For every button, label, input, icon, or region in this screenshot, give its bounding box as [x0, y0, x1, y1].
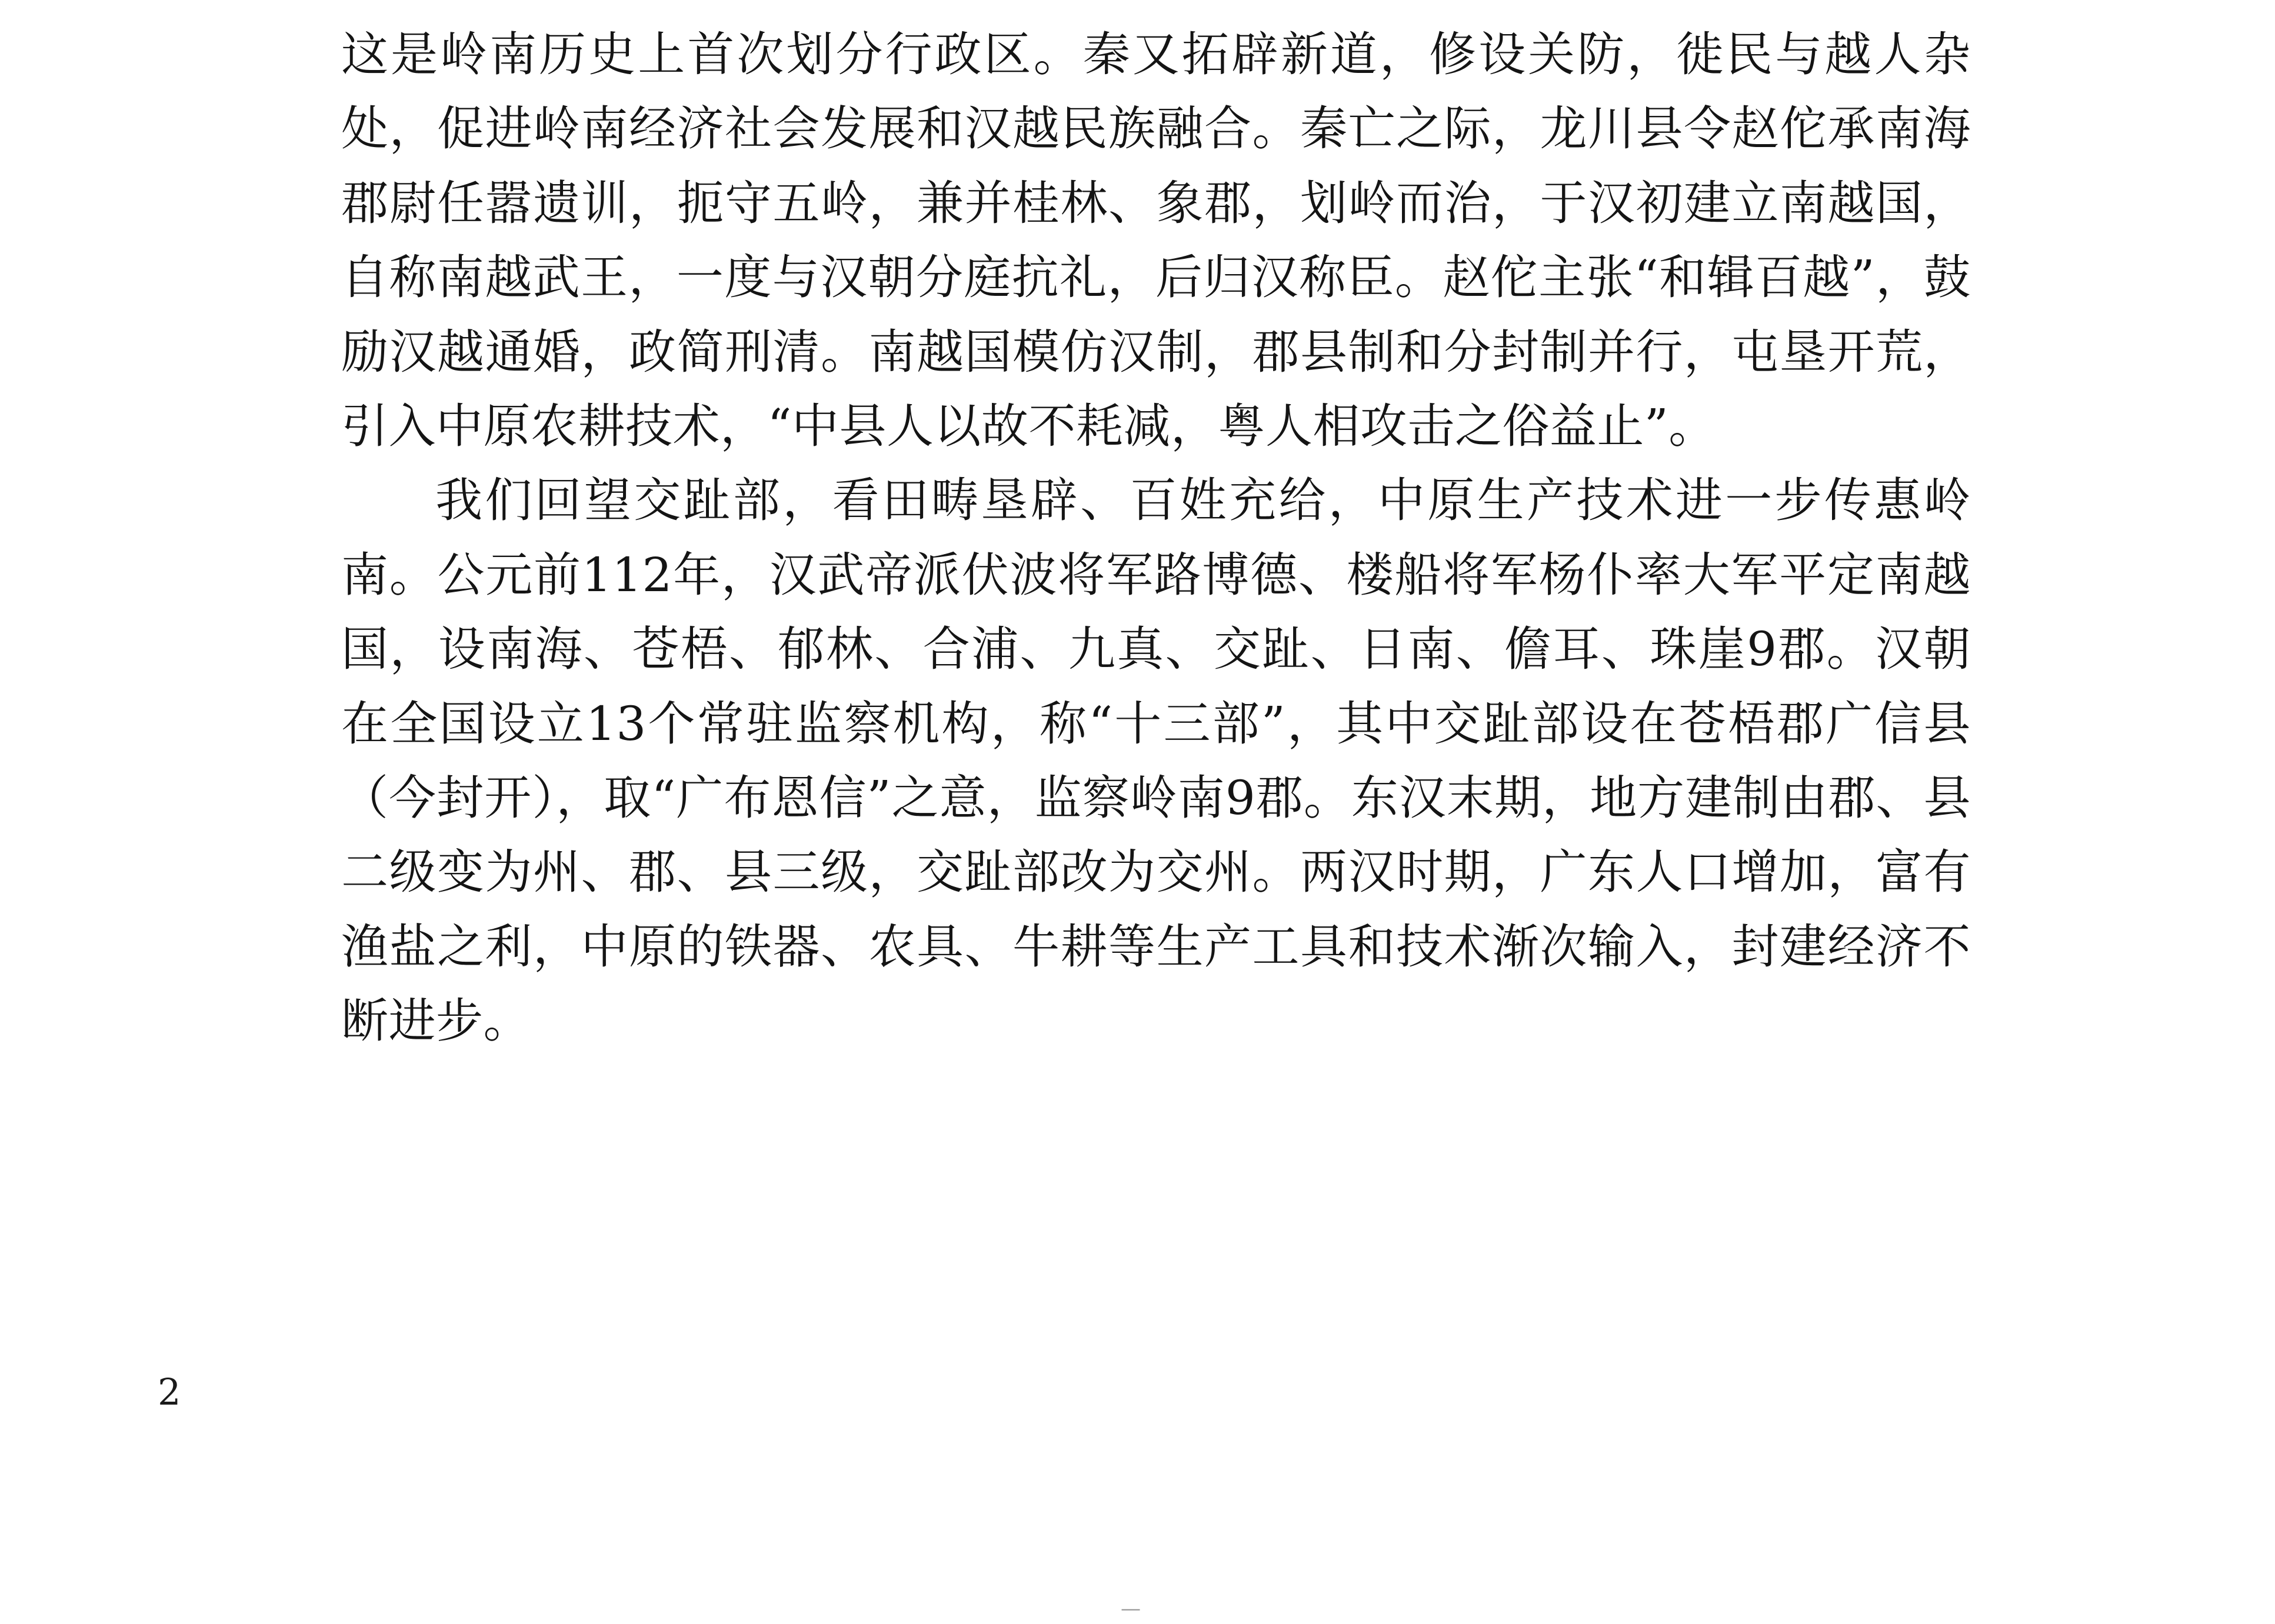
- page-number: 2: [158, 1370, 181, 1413]
- paragraph-2: 我们回望交趾部，看田畴垦辟、百姓充给，中原生产技术进一步传惠岭南。公元前112年，汉武帝派伏波将军路博德、楼船将军杨仆率大军平定南越国，设南海、苍梧、郁林、合浦、九真、交趾、日南、儋耳、珠崖9郡。汉朝在全国设立13个常驻监察机构，称“十三部”，其中交趾部设在苍梧郡广信县（今封开），取“广布恩信”之意，监察岭南9郡。东汉末期，地方建制由郡、县二级变为州、郡、县三级，交趾部改为交州。两汉时期，广东人口增加，富有渔盐之利，中原的铁器、农具、牛耕等生产工具和技术渐次输入，封建经济不断进步。: [341, 473, 1971, 1049]
- paragraph-1: 这是岭南历史上首次划分行政区。秦又拓辟新道，修设关防，徙民与越人杂处，促进岭南经济社会发展和汉越民族融合。秦亡之际，龙川县令赵佗承南海郡尉任嚣遗训，扼守五岭，兼并桂林、象郡，划岭而治，于汉初建立南越国，自称南越武王，一度与汉朝分庭抗礼，后归汉称臣。赵佗主张“和辑百越”，鼓励汉越通婚，政简刑清。南越国模仿汉制，郡县制和分封制并行，屯垦开荒，引入中原农耕技术，“中县人以故不耗减，粤人相攻击之俗益止”。: [341, 27, 1971, 453]
- body-text-column: [341, 18, 1971, 1058]
- footer-mark: —: [1121, 1597, 1142, 1620]
